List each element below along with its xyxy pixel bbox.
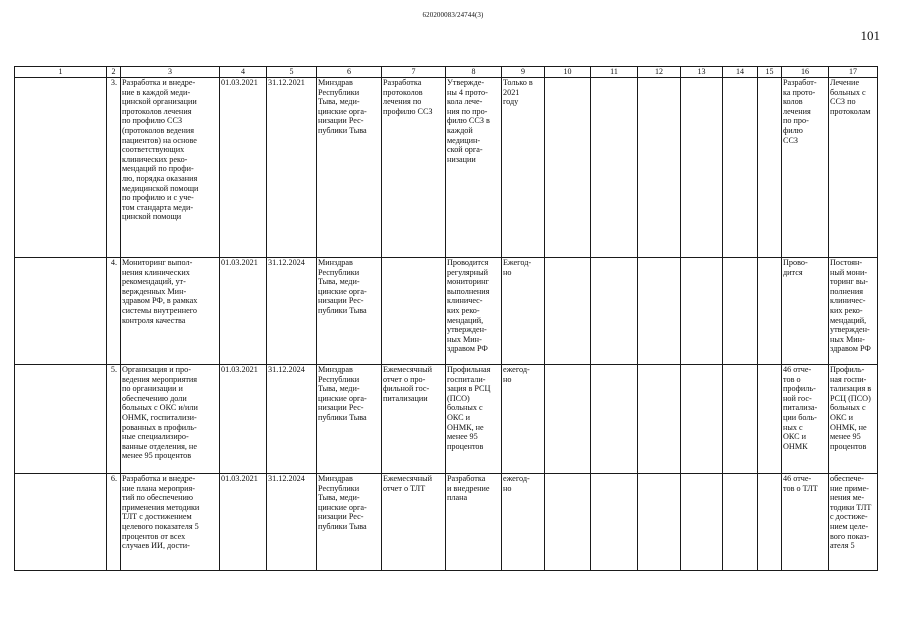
cell-line: цинские орга- xyxy=(318,106,367,116)
cell-col-12 xyxy=(638,78,681,258)
cell-line: кола лече- xyxy=(447,97,483,107)
cell-line: ОНМК, не xyxy=(447,422,484,432)
cell-line: тий по обеспечению xyxy=(122,493,193,503)
cell-line: плана xyxy=(447,493,468,503)
cell-line: медицин- xyxy=(447,135,481,145)
cell-line: Ежемесячный xyxy=(383,365,432,374)
cell-line: профиль- xyxy=(783,384,816,394)
cell-col-15 xyxy=(758,474,782,571)
cell-line: публики Тыва xyxy=(318,125,367,135)
cell-line: ОНМК, госпитализи- xyxy=(122,412,197,422)
cell-line: Организация и про- xyxy=(122,365,191,374)
cell-line: по профилю ССЗ xyxy=(122,116,183,126)
effect-cell xyxy=(829,78,878,258)
cell-line: утвержден- xyxy=(830,325,870,335)
cell-line: ких реко- xyxy=(447,305,480,315)
cell-line: Разработ- xyxy=(783,78,817,87)
effect-cell xyxy=(829,474,878,571)
cell-line: полнения xyxy=(830,286,863,296)
cell-line: ОНМК xyxy=(783,441,808,451)
cell-line: тодики ТЛТ xyxy=(830,502,872,512)
column-number: 6 xyxy=(317,67,382,78)
cell-line: медицинской помощи xyxy=(122,183,199,193)
cell-line: обеспече- xyxy=(830,474,864,483)
cell-col-11 xyxy=(591,258,638,365)
cell-line: цинской организации xyxy=(122,97,197,107)
cell-line: ние плана мероприя- xyxy=(122,483,195,493)
cell-line: ние в каждой меди- xyxy=(122,87,191,97)
indicator-cell xyxy=(446,365,502,474)
cell-line: Ежемесячный xyxy=(383,474,432,483)
cell-line: контроля качества xyxy=(122,315,186,325)
end-date-cell: 31.12.2024 xyxy=(267,474,317,571)
activity-name-cell xyxy=(121,365,220,474)
column-number: 11 xyxy=(591,67,638,78)
cell-line: ких реко- xyxy=(830,305,863,315)
end-date-cell: 31.12.2024 xyxy=(267,365,317,474)
outcome-cell xyxy=(782,258,829,365)
cell-line: процентов xyxy=(447,441,484,451)
cell-line: нием целе- xyxy=(830,521,869,531)
cell-line: ния по про- xyxy=(447,106,488,116)
result-cell xyxy=(382,365,446,474)
table-row xyxy=(15,474,878,571)
cell-col-12 xyxy=(638,258,681,365)
cell-col-11 xyxy=(591,474,638,571)
cell-line: клиничес- xyxy=(830,296,866,306)
effect-cell xyxy=(829,258,878,365)
responsible-cell xyxy=(317,474,382,571)
cell-line: ежегод- xyxy=(503,474,530,483)
start-date-cell: 01.03.2021 xyxy=(220,258,267,365)
cell-col-1 xyxy=(15,258,107,365)
cell-line: ны 4 прото- xyxy=(447,87,488,97)
cell-line: 2021 xyxy=(503,87,520,97)
cell-line: ССЗ по xyxy=(830,97,856,107)
cell-line: целевого показателя 5 xyxy=(122,521,199,531)
cell-col-13 xyxy=(681,474,723,571)
cell-line: ный мони- xyxy=(830,267,868,277)
cell-line: вого показ- xyxy=(830,531,870,541)
cell-line: здравом РФ xyxy=(830,344,871,354)
result-cell xyxy=(382,78,446,258)
cell-line: Республики xyxy=(318,267,360,277)
cell-line: (ПСО) xyxy=(447,393,470,403)
row-number-cell: 6. xyxy=(107,474,121,571)
row-number-cell: 4. xyxy=(107,258,121,365)
cell-line: системы внутреннего xyxy=(122,305,197,315)
cell-line: ежегод- xyxy=(503,365,530,374)
cell-line: мендаций, xyxy=(447,315,484,325)
cell-line: отчет о про- xyxy=(383,374,426,384)
cell-line: больных с ОКС и/или xyxy=(122,403,198,413)
row-number-cell: 3. xyxy=(107,78,121,258)
column-number: 10 xyxy=(545,67,591,78)
cell-line: ние приме- xyxy=(830,483,869,493)
cell-line: филю xyxy=(783,125,803,135)
cell-line: процентов от всех xyxy=(122,531,186,541)
cell-col-1 xyxy=(15,78,107,258)
cell-line: ской орга- xyxy=(447,145,483,155)
column-number: 1 xyxy=(15,67,107,78)
cell-line: Ежегод- xyxy=(503,258,532,267)
cell-line: Разработка xyxy=(447,474,486,483)
activity-name-cell xyxy=(121,474,220,571)
cell-line: цинские орга- xyxy=(318,502,367,512)
outcome-cell xyxy=(782,474,829,571)
cell-col-13 xyxy=(681,78,723,258)
end-date-cell: 31.12.2021 xyxy=(267,78,317,258)
cell-line: Минздрав xyxy=(318,474,353,483)
cell-col-10 xyxy=(545,365,591,474)
frequency-cell xyxy=(502,365,545,474)
cell-col-10 xyxy=(545,78,591,258)
responsible-cell xyxy=(317,365,382,474)
column-number: 8 xyxy=(446,67,502,78)
cell-line: ССЗ xyxy=(783,135,799,145)
document-id: 620200083/24744(3) xyxy=(422,11,484,19)
outcome-cell xyxy=(782,365,829,474)
cell-line: Республики xyxy=(318,374,360,384)
column-number: 2 xyxy=(107,67,121,78)
row-number-cell: 5. xyxy=(107,365,121,474)
cell-col-1 xyxy=(15,365,107,474)
cell-line: публики Тыва xyxy=(318,305,367,315)
cell-col-13 xyxy=(681,258,723,365)
column-number: 5 xyxy=(267,67,317,78)
cell-line: больных с xyxy=(830,403,866,413)
cell-line: нения ме- xyxy=(830,493,865,503)
plan-table xyxy=(14,66,878,571)
cell-line: году xyxy=(503,97,519,107)
cell-line: Лечение xyxy=(830,78,860,87)
column-number: 9 xyxy=(502,67,545,78)
cell-line: пациентов) на основе xyxy=(122,135,197,145)
end-date-cell: 31.12.2024 xyxy=(267,258,317,365)
cell-line: каждой xyxy=(447,125,473,135)
cell-line: ателя 5 xyxy=(830,541,855,551)
cell-line: процентов xyxy=(830,441,867,451)
cell-line: Профиль- xyxy=(830,365,865,374)
cell-line: ных Мин- xyxy=(830,334,865,344)
cell-line: ка прото- xyxy=(783,87,816,97)
cell-col-15 xyxy=(758,258,782,365)
column-number: 14 xyxy=(723,67,758,78)
cell-line: филю ССЗ в xyxy=(447,116,490,126)
cell-col-14 xyxy=(723,78,758,258)
cell-line: 46 отче- xyxy=(783,474,812,483)
cell-line: Тыва, меди- xyxy=(318,97,360,107)
cell-line: низации xyxy=(447,154,476,164)
cell-line: больных с xyxy=(830,87,866,97)
cell-line: по организации и xyxy=(122,384,183,394)
cell-line: Проводится xyxy=(447,258,489,267)
cell-line: Разработка и внедре- xyxy=(122,474,196,483)
cell-line: Постоян- xyxy=(830,258,863,267)
indicator-cell xyxy=(446,78,502,258)
cell-line: 46 отче- xyxy=(783,365,812,374)
cell-line: больных с xyxy=(447,403,483,413)
cell-line: профилю ССЗ xyxy=(383,106,433,116)
column-number: 3 xyxy=(121,67,220,78)
cell-col-14 xyxy=(723,474,758,571)
cell-line: цинские орга- xyxy=(318,286,367,296)
cell-line: ОНМК, не xyxy=(830,422,867,432)
table-row xyxy=(15,258,878,365)
cell-col-10 xyxy=(545,258,591,365)
start-date-cell: 01.03.2021 xyxy=(220,78,267,258)
cell-line: ТЛТ с достижением xyxy=(122,512,192,522)
table-row xyxy=(15,78,878,258)
cell-line: и внедрение xyxy=(447,483,490,493)
cell-line: ные специализиро- xyxy=(122,432,189,442)
cell-line: Профильная xyxy=(447,365,491,374)
cell-line: по профилю и с уче- xyxy=(122,193,194,203)
cell-line: публики Тыва xyxy=(318,412,367,422)
indicator-cell xyxy=(446,474,502,571)
cell-line: питализации xyxy=(383,393,428,403)
cell-line: колов xyxy=(783,97,803,107)
cell-line: менее 95 xyxy=(830,432,861,442)
responsible-cell xyxy=(317,258,382,365)
cell-line: случаев ИИ, дости- xyxy=(122,541,190,551)
cell-line: регулярный xyxy=(447,267,489,277)
cell-line: протоколов лечения xyxy=(122,106,192,116)
cell-line: рекомендаций, ут- xyxy=(122,277,186,287)
cell-line: протоколам xyxy=(830,106,871,116)
cell-line: выполнения xyxy=(447,286,490,296)
responsible-cell xyxy=(317,78,382,258)
frequency-cell xyxy=(502,258,545,365)
cell-line: РСЦ (ПСО) xyxy=(830,393,871,403)
cell-line: тализация в xyxy=(830,384,872,394)
cell-line: цинской помощи xyxy=(122,212,182,222)
indicator-cell xyxy=(446,258,502,365)
cell-line: мониторинг xyxy=(447,277,489,287)
start-date-cell: 01.03.2021 xyxy=(220,365,267,474)
cell-line: торинг вы- xyxy=(830,277,868,287)
cell-line: Республики xyxy=(318,87,360,97)
cell-line: том стандарта меди- xyxy=(122,202,194,212)
cell-line: цинские орга- xyxy=(318,393,367,403)
cell-line: Минздрав xyxy=(318,78,353,87)
cell-line: мендаций по профи- xyxy=(122,164,194,174)
cell-line: фильной гос- xyxy=(383,384,430,394)
cell-line: питализа- xyxy=(783,403,818,413)
cell-line: Прово- xyxy=(783,258,808,267)
cell-line: ванные отделения, не xyxy=(122,441,197,451)
cell-line: ОКС и xyxy=(447,412,471,422)
cell-line: ных Мин- xyxy=(447,334,482,344)
column-number: 4 xyxy=(220,67,267,78)
cell-line: Минздрав xyxy=(318,365,353,374)
cell-line: но xyxy=(503,267,512,277)
cell-line: ная госпи- xyxy=(830,374,867,384)
cell-line: менее 95 процентов xyxy=(122,451,192,461)
cell-line: лечения xyxy=(783,106,811,116)
cell-line: тов о xyxy=(783,374,801,384)
cell-line: тов о ТЛТ xyxy=(783,483,818,493)
cell-col-14 xyxy=(723,365,758,474)
cell-col-12 xyxy=(638,474,681,571)
column-number: 16 xyxy=(782,67,829,78)
cell-line: Республики xyxy=(318,483,360,493)
cell-line: ции боль- xyxy=(783,412,817,422)
cell-line: по про- xyxy=(783,116,809,126)
cell-line: лю, порядка оказания xyxy=(122,173,198,183)
cell-line: здравом РФ xyxy=(447,344,488,354)
cell-line: низации Рес- xyxy=(318,116,364,126)
cell-line: менее 95 xyxy=(447,432,478,442)
column-number: 15 xyxy=(758,67,782,78)
cell-line: лечения по xyxy=(383,97,422,107)
cell-line: утвержден- xyxy=(447,325,487,335)
cell-line: применения методики xyxy=(122,502,200,512)
cell-line: вержденных Мин- xyxy=(122,286,187,296)
cell-line: Тыва, меди- xyxy=(318,384,360,394)
cell-line: ведения мероприятия xyxy=(122,374,198,384)
cell-col-15 xyxy=(758,365,782,474)
cell-line: но xyxy=(503,374,512,384)
column-number: 13 xyxy=(681,67,723,78)
cell-line: Разработка xyxy=(383,78,422,87)
cell-line: Мониторинг выпол- xyxy=(122,258,193,267)
cell-col-11 xyxy=(591,365,638,474)
result-cell xyxy=(382,258,446,365)
cell-line: клинических реко- xyxy=(122,154,188,164)
cell-line: ОКС и xyxy=(830,412,854,422)
cell-line: ОКС и xyxy=(783,432,807,442)
cell-line: госпитали- xyxy=(447,374,486,384)
cell-line: Разработка и внедре- xyxy=(122,78,196,87)
cell-line: с достиже- xyxy=(830,512,868,522)
cell-line: Тыва, меди- xyxy=(318,493,360,503)
cell-line: Тыва, меди- xyxy=(318,277,360,287)
column-number: 7 xyxy=(382,67,446,78)
result-cell xyxy=(382,474,446,571)
cell-line: клиничес- xyxy=(447,296,483,306)
cell-line: протоколов xyxy=(383,87,423,97)
cell-line: низации Рес- xyxy=(318,403,364,413)
cell-line: ной гос- xyxy=(783,393,812,403)
cell-line: дится xyxy=(783,267,803,277)
column-number-row xyxy=(15,67,878,78)
cell-col-12 xyxy=(638,365,681,474)
cell-line: зация в РСЦ xyxy=(447,384,491,394)
column-number: 17 xyxy=(829,67,878,78)
cell-line: рованных в профиль- xyxy=(122,422,197,432)
cell-col-14 xyxy=(723,258,758,365)
cell-line: публики Тыва xyxy=(318,521,367,531)
page-number: 101 xyxy=(860,28,880,43)
table-row xyxy=(15,365,878,474)
cell-col-15 xyxy=(758,78,782,258)
cell-line: Минздрав xyxy=(318,258,353,267)
cell-line: здравом РФ, в рамках xyxy=(122,296,198,306)
cell-line: Только в xyxy=(503,78,533,87)
cell-col-1 xyxy=(15,474,107,571)
activity-name-cell xyxy=(121,78,220,258)
effect-cell xyxy=(829,365,878,474)
activity-name-cell xyxy=(121,258,220,365)
cell-col-10 xyxy=(545,474,591,571)
cell-line: соответствующих xyxy=(122,145,185,155)
cell-line: (протоколов ведения xyxy=(122,125,195,135)
cell-line: но xyxy=(503,483,512,493)
cell-line: обеспечению доли xyxy=(122,393,187,403)
cell-line: отчет о ТЛТ xyxy=(383,483,426,493)
outcome-cell xyxy=(782,78,829,258)
frequency-cell xyxy=(502,474,545,571)
frequency-cell xyxy=(502,78,545,258)
cell-line: низации Рес- xyxy=(318,512,364,522)
cell-line: мендаций, xyxy=(830,315,867,325)
column-number: 12 xyxy=(638,67,681,78)
cell-col-13 xyxy=(681,365,723,474)
cell-line: ных с xyxy=(783,422,803,432)
cell-line: Утвержде- xyxy=(447,78,485,87)
cell-col-11 xyxy=(591,78,638,258)
start-date-cell: 01.03.2021 xyxy=(220,474,267,571)
cell-line: нения клинических xyxy=(122,267,190,277)
cell-line: низации Рес- xyxy=(318,296,364,306)
